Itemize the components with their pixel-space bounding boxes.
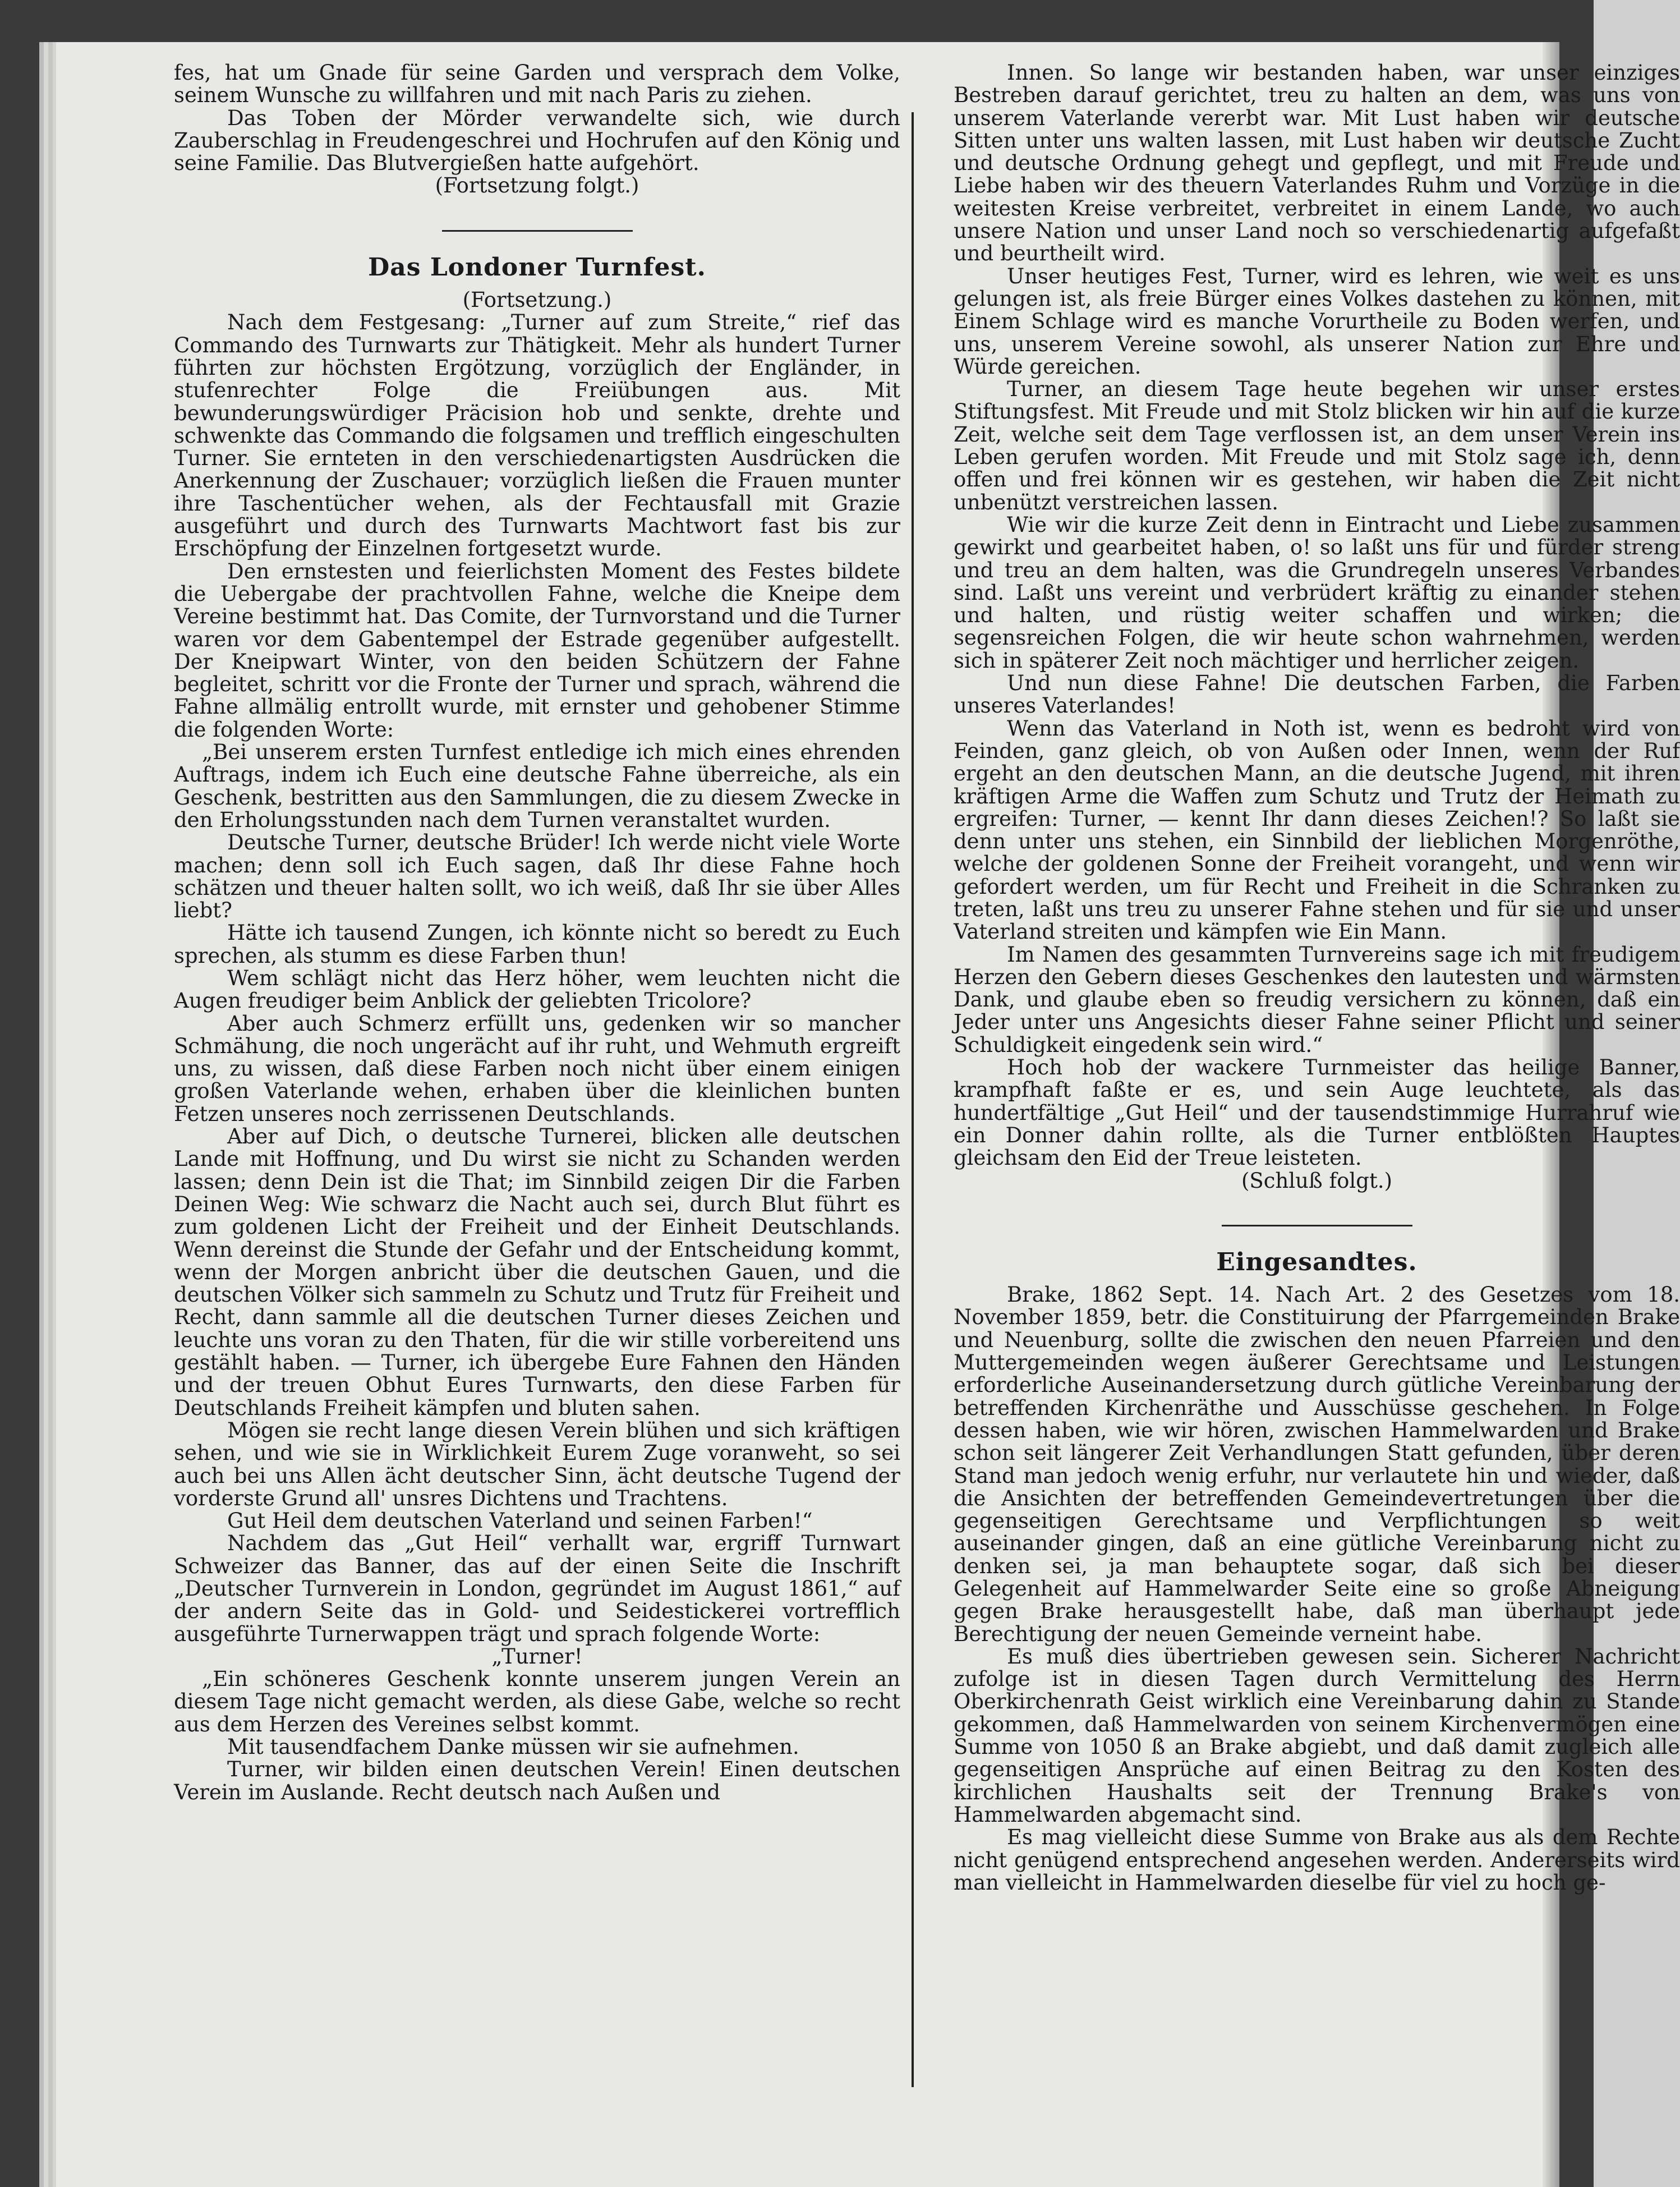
speech-paragraph: Wenn das Vaterland in Noth ist, wenn es bedroht wird von Feinden, ganz gleich, ob von Außen oder Innen, wenn der Ruf ergeht an den deutschen Mann, an die deutsche Jugend, mit ihren kräftigen Arme die Waffen zum Schutz und Trutz der Heimath zu ergreifen: Turner, — kennt Ihr dann dieses Zeichen!? So laßt sie denn unter uns stehen, ein Sinnbild der lieblichen Morgenröthe, welche der goldenen Sonne der Freiheit vorangeht, und wenn wir gefordert werden, um für Recht und Freiheit in die Schranken zu treten, laßt uns treu zu unserer Fahne stehen und für sie und unser Vaterland streiten und kämpfen wie Ein Mann. — [954, 716, 1680, 944]
speech-paragraph: Hoch hob der wackere Turnmeister das heilige Banner, krampfhaft faßte er es, und sein Auge leuchtete, als das hundertfältige „Gut Heil“ und der tausendstimmige Hurrahruf wie ein Donner dahin rollte, als die Turner entblößten Hauptes gleichsam den Eid der Treue leisteten. — [954, 1055, 1680, 1170]
article-paragraph: Aber auch Schmerz erfüllt uns, gedenken wir so mancher Schmähung, die noch ungerächt auf ihr ruht, und Wehmuth ergreift uns, zu wissen, daß diese Farben noch nicht über einem einigen großen Vaterlande wehen, erhaben über die kleinlichen bunten Fetzen unseres noch zerrissenen Deutschlands. — [174, 1011, 900, 1126]
article-paragraph: Den ernstesten und feierlichsten Moment des Festes bildete die Uebergabe der prachtvollen Fahne, welche die Kneipe dem Vereine bestimmt hat. Das Comite, der Turnvorstand und die Turner waren vor dem Gabentempel der Estrade gegenüber aufgestellt. Der Kneipwart Winter, von den beiden Schützern der Fahne begleitet, schritt vor die Fronte der Turner und sprach, während die Fahne allmälig entrollt wurde, mit ernster und gehobener Stimme die folgenden Worte: — [174, 559, 900, 742]
closing-note: (Schluß folgt.) — [1241, 1168, 1393, 1193]
article-paragraph: Gut Heil dem deutschen Vaterland und seinen Farben!“ — [227, 1509, 813, 1533]
article-paragraph: Hätte ich tausend Zungen, ich könnte nicht so beredt zu Euch sprechen, als stumm es diese Farben thun! — [174, 921, 900, 968]
article-title: Das Londoner Turnfest. — [368, 252, 706, 282]
article-paragraph: „Bei unserem ersten Turnfest entledige ich mich eines ehrenden Auftrags, indem ich Euch eine deutsche Fahne überreiche, als ein Geschenk, bestritten aus den Sammlungen, die zu diesem Zwecke in den Erholungsstunden nach dem Turnen veranstaltet wurden. — [174, 740, 900, 832]
section-paragraph: Es mag vielleicht diese Summe von Brake aus als dem Rechte nicht genügend entsprechend angesehen werden. Andererseits wird man vielleicht in Hammelwarden dieselbe für viel zu hoch ge- — [954, 1825, 1680, 1895]
section-rule — [442, 230, 633, 232]
section-paragraph: Es muß dies übertrieben gewesen sein. Sicherer Nachricht zufolge ist in diesen Tagen durch Vermittelung des Herrn Oberkirchenrath Geist wirklich eine Vereinbarung dahin zu Stande gekommen, daß Hammelwarden von seinem Kirchenvermögen eine Summe von 1050 ß an Brake abgiebt, und daß damit zugleich alle gegenseitigen Ansprüche auf einen Beitrag zu den Kosten des kirchlichen Haushalts seit der Trennung Brake's von Hammelwarden abgemacht sind. — [954, 1644, 1680, 1827]
speech-paragraph: Innen. So lange wir bestanden haben, war unser einziges Bestreben darauf gerichtet, treu zu halten an dem, was uns von unserem Vaterlande vererbt war. Mit Lust haben wir deutsche Sitten unter uns walten lassen, mit Lust haben wir deutsche Zucht und deutsche Ordnung gehegt und gepflegt, und mit Freude und Liebe haben wir des theuern Vaterlandes Ruhm und Vorzüge in die weitesten Kreise verbreitet, verbreitet in einem Lande, wo auch unsere Nation und unser Land noch so verschiedenartig aufgefaßt und beurtheilt wird. — [954, 61, 1680, 266]
column-divider — [912, 112, 914, 2087]
speech-paragraph: „Ein schöneres Geschenk konnte unserem jungen Verein an diesem Tage nicht gemacht werden, als diese Gabe, welche so recht aus dem Herzen des Vereines selbst kommt. — [174, 1667, 900, 1736]
intro-paragraph-2: Das Toben der Mörder verwandelte sich, wie durch Zauberschlag in Freudengeschrei und Hochrufen auf den König und seine Familie. Das Blutvergießen hatte aufgehört. — [174, 105, 900, 176]
article-paragraph: Aber auf Dich, o deutsche Turnerei, blicken alle deutschen Lande mit Hoffnung, und Du wirst sie nicht zu Schanden werden lassen; denn Dein ist die That; im Sinnbild zeigen Dir die Farben Deinen Weg: Wie schwarz die Nacht auch sei, durch Blut führt es zum goldenen Licht der Freiheit und der Einheit Deutschlands. Wenn dereinst die Stunde der Gefahr und der Entscheidung kommt, wenn der Morgen anbricht über die deutschen Gauen, und die deutschen Völker sich sammeln zu Schutz und Trutz für Freiheit und Recht, dann sammle all die deutschen Turner dieses Zeichen und leuchte uns voran zu den Thaten, für die wir stille vorbereitend uns gestählt haben. — Turner, ich übergebe Eure Fahnen den Händen und der treuen Obhut Eures Turnwarts, den diese Farben für Deutschlands Freiheit kämpfen und bluten sahen. — [174, 1124, 900, 1420]
article-paragraph: Wem schlägt nicht das Herz höher, wem leuchten nicht die Augen freudiger beim Anblick der geliebten Tricolore? — [174, 966, 900, 1013]
speech-salutation: „Turner! — [491, 1644, 583, 1669]
article-paragraph: Nachdem das „Gut Heil“ verhallt war, ergriff Turnwart Schweizer das Banner, das auf der einen Seite die Inschrift „Deutscher Turnverein in London, gegründet im August 1861,“ auf der andern Seite das in Gold- und Seidestickerei vortrefflich ausgeführte Turnerwappen trägt und sprach folgende Worte: — [174, 1531, 900, 1646]
section-paragraph: Brake, 1862 Sept. 14. Nach Art. 2 des Gesetzes vom 18. November 1859, betr. die Constituirung der Pfarrgemeinden Brake und Neuenburg, sollte die zwischen den neuen Pfarreien und den Muttergemeinden wegen äußerer Gerechtsame und Leistungen erforderliche Auseinandersetzung durch gütliche Vereinbarung der betreffenden Kirchenräthe und Ausschüsse geschehen. In Folge dessen haben, wie wir hören, zwischen Hammelwarden und Brake schon seit längerer Zeit Verhandlungen Statt gefunden, über deren Stand man jedoch wenig erfuhr, nur verlautete hin und wieder, daß die Ansichten der betreffenden Gemeindevertretungen über die gegenseitigen Gerechtsame und Verpflichtungen so weit auseinander gingen, daß an eine gütliche Vereinbarung nicht zu denken sei, ja man behauptete sogar, daß sich bei dieser Gelegenheit auf Hammelwarder Seite eine so große Abneigung gegen Brake herausgestellt habe, daß man überhaupt jede Berechtigung der neuen Gemeinde verneint habe. — [954, 1283, 1680, 1646]
continuation-note: (Fortsetzung folgt.) — [435, 173, 639, 198]
speech-paragraph: Im Namen des gesammten Turnvereins sage ich mit freudigem Herzen den Gebern dieses Geschenkes den lautesten und wärmsten Dank, und glaube eben so freudig versichern zu können, daß ein Jeder unter uns Angesichts dieser Fahne seiner Pflicht und seiner Schuldigkeit eingedenk sein wird.“ — [954, 942, 1680, 1057]
article-paragraph: Mögen sie recht lange diesen Verein blühen und sich kräftigen sehen, und wie sie in Wirklichkeit Eurem Zuge voranweht, so sei auch bei uns Allen ächt deutscher Sinn, ächt deutsche Tugend der vorderste Grund all' unsres Dichtens und Trachtens. — [174, 1418, 900, 1510]
right-column — [954, 62, 1680, 1894]
article-subtitle: (Fortsetzung.) — [462, 288, 612, 313]
speech-paragraph: Mit tausendfachem Danke müssen wir sie aufnehmen. — [227, 1735, 799, 1759]
speech-paragraph: Unser heutiges Fest, Turner, wird es lehren, wie weit es uns gelungen ist, als freie Bürger eines Volkes dastehen zu können, mit Einem Schlage wird es manche Vorurtheile zu Boden werfen, und uns, unserem Vereine sowohl, als unserer Nation zur Ehre und Würde gereichen. — [954, 264, 1680, 379]
speech-paragraph: Turner, wir bilden einen deutschen Verein! Einen deutschen Verein im Auslande. Recht deutsch nach Außen und — [174, 1757, 900, 1804]
article-paragraph: Nach dem Festgesang: „Turner auf zum Streite,“ rief das Commando des Turnwarts zur Thätigkeit. Mehr als hundert Turner führten zur höchsten Ergötzung, vorzüglich der Engländer, in stufenrechter Folge die Freiübungen aus. Mit bewunderungswürdiger Präcision hob und senkte, drehte und schwenkte das Commando die folgsamen und trefflich eingeschulten Turner. Sie ernteten in den verschiedenartigsten Ausdrücken die Anerkennung der Zuschauer; vorzüglich ließen die Frauen munter ihre Taschentücher wehen, als der Fechtausfall mit Grazie ausgeführt und durch des Turnwarts Machtwort fast bis zur Erschöpfung der Einzelnen fortgesetzt wurde. — [174, 310, 900, 561]
intro-paragraph: fes, hat um Gnade für seine Garden und versprach dem Volke, seinem Wunsche zu willfahren und mit nach Paris zu ziehen. — [174, 61, 900, 108]
speech-paragraph: Und nun diese Fahne! Die deutschen Farben, die Farben unseres Vaterlandes! — [954, 671, 1680, 718]
left-column — [174, 62, 900, 1804]
section-title: Eingesandtes. — [1216, 1247, 1417, 1276]
speech-paragraph: Wie wir die kurze Zeit denn in Eintracht und Liebe zusammen gewirkt und gearbeitet haben, o! so laßt uns für und fürder streng und treu an dem halten, was die Grundregeln unseres Verbandes sind. Laßt uns vereint und verbrüdert kräftig zu einander stehen und halten, und rüstig weiter schaffen und wirken; die segensreichen Folgen, die wir heute schon wahrnehmen, werden sich in späterer Zeit noch mächtiger und herrlicher zeigen. — [954, 512, 1680, 673]
section-rule — [1222, 1225, 1412, 1226]
speech-paragraph: Turner, an diesem Tage heute begehen wir unser erstes Stiftungsfest. Mit Freude und mit Stolz blicken wir hin auf die kurze Zeit, welche seit dem Tage verflossen ist, an dem unser Verein ins Leben gerufen worden. Mit Freude und mit Stolz sage ich, denn offen und frei können wir es gestehen, wir haben die Zeit nicht unbenützt verstreichen lassen. — [954, 377, 1680, 514]
article-paragraph: Deutsche Turner, deutsche Brüder! Ich werde nicht viele Worte machen; denn soll ich Euch sagen, daß Ihr diese Fahne hoch schätzen und theuer halten sollt, wo ich weiß, daß Ihr sie über Alles liebt? — [174, 830, 900, 923]
